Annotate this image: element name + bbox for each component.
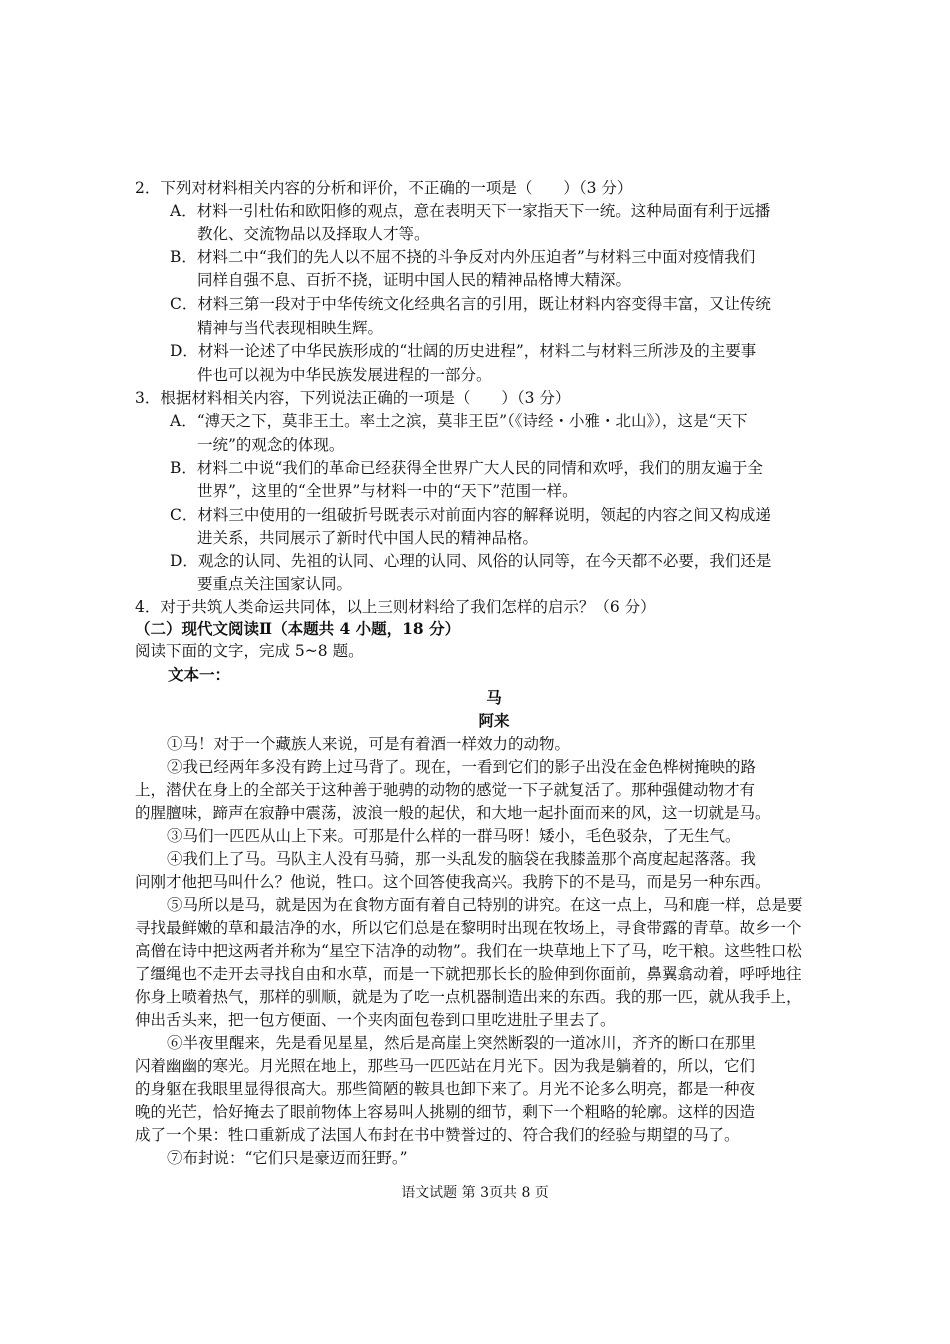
q3-option-a-cont: 一统”的观念的体现。 [197,436,345,454]
paragraph-4-line-1: ④我们上了马。马队主人没有马骑，那一头乱发的脑袋在我膝盖那个高度起起落落。我 [167,850,757,868]
q3-option-c: C．材料三中使用的一组破折号既表示对前面内容的解释说明，领起的内容之间又构成递 [170,506,771,524]
q2-option-a: A．材料一引杜佑和欧阳修的观点，意在表明天下一家指天下一统。这种局面有利于远播 [170,202,771,220]
paragraph-5-line-5: 你身上喷着热气，那样的驯顺，就是为了吃一点机器制造出来的东西。我的那一匹，就从我手上， [135,988,802,1006]
paragraph-5-line-6: 伸出舌头来，把一包方便面、一个夹肉面包卷到口里吃进肚子里去了。 [135,1011,616,1029]
page-footer: 语文试题 第 3页共 8 页 [401,1185,549,1201]
paragraph-1-line-1: ①马！对于一个藏族人来说，可是有着酒一样效力的动物。 [167,735,571,753]
paragraph-5-line-3: 高僧在诗中把这两者并称为“星空下洁净的动物”。我们在一块草地上下了马，吃干粮。这些牲口松 [135,942,802,960]
paragraph-6-line-1: ⑥半夜里醒来，先是看见星星，然后是高崖上突然断裂的一道冰川，齐齐的断口在那里 [167,1034,757,1052]
q2-option-b-cont: 同样自强不息、百折不挠，证明中国人民的精神品格博大精深。 [197,271,632,289]
q2-option-b: B．材料二中“我们的先人以不屈不挠的斗争反对内外压迫者”与材料三中面对疫情我们 [170,248,756,266]
q3-stem: 3．根据材料相关内容，下列说法正确的一项是（ ）（3 分） [135,389,571,407]
q3-option-d: D．观念的认同、先祖的认同、心理的认同、风俗的认同等，在今天都不必要，我们还是 [170,552,772,570]
paragraph-2-line-1: ②我已经两年多没有跨上过马背了。现在，一看到它们的影子出没在金色桦树掩映的路 [167,758,757,776]
q3-option-b-cont: 世界”，这里的“全世界”与材料一中的“天下”范围一样。 [197,482,578,500]
paragraph-5-line-1: ⑤马所以是马，就是因为在食物方面有着自己特别的讲究。在这一点上，马和鹿一样，总是要 [167,896,803,914]
q2-option-d: D．材料一论述了中华民族形成的“壮阔的历史进程”，材料二与材料三所涉及的主要事 [170,342,757,360]
paragraph-5-line-2: 寻找最鲜嫩的草和最洁净的水，所以它们总是在黎明时出现在牧场上，寻食带露的青草。故乡一个 [135,919,802,937]
paragraph-2-line-3: 的腥膻味，蹄声在寂静中震荡，波浪一般的起伏，和大地一起扑面而来的风，这一切就是马。 [135,804,771,822]
q2-stem: 2．下列对材料相关内容的分析和评价，不正确的一项是（ ）（3 分） [135,179,633,197]
q2-option-c: C．材料三第一段对于中华传统文化经典名言的引用，既让材料内容变得丰富，又让传统 [170,295,771,313]
q3-option-a: A．“溥天之下，莫非王土。率土之滨，莫非王臣”（《诗经・小雅・北山》），这是“天下 [170,412,748,430]
text-label: 文本一： [168,665,231,684]
paragraph-5-line-4: 了缰绳也不走开去寻找自由和水草，而是一下就把那长长的脸伸到你面前，鼻翼翕动着，呼呼地往 [135,965,802,983]
article-title: 马 [486,688,502,707]
paragraph-6-line-4: 晚的光芒，恰好掩去了眼前物体上容易叫人挑剔的细节，剩下一个粗略的轮廓。这样的因造 [135,1103,756,1121]
paragraph-4-line-2: 问刚才他把马叫什么？他说，牲口。这个回答使我高兴。我胯下的不是马，而是另一种东西。 [135,873,771,891]
q3-option-b: B．材料二中说“我们的革命已经获得全世界广大人民的同情和欢呼，我们的朋友遍于全 [170,459,763,477]
q2-option-a-cont: 教化、交流物品以及择取人才等。 [197,225,430,243]
q2-option-c-cont: 精神与当代表现相映生辉。 [197,319,384,337]
q2-option-d-cont: 件也可以视为中华民族发展进程的一部分。 [197,366,492,384]
section-heading: （二）现代文阅读Ⅱ（本题共 4 小题，18 分） [135,619,461,638]
paragraph-2-line-2: 上，潜伏在身上的全部关于这种善于驰骋的动物的感觉一下子就复活了。那种强健动物才有 [135,781,756,799]
q3-option-c-cont: 进关系，共同展示了新时代中国人民的精神品格。 [197,529,539,547]
reading-instruction: 阅读下面的文字，完成 5~8 题。 [135,642,364,660]
q4-stem: 4．对于共筑人类命运共同体，以上三则材料给了我们怎样的启示？（6 分） [135,598,656,616]
q3-option-d-cont: 要重点关注国家认同。 [197,575,353,593]
paragraph-6-line-2: 闪着幽幽的寒光。月光照在地上，那些马一匹匹站在月光下。因为我是躺着的，所以，它们 [135,1057,756,1075]
paragraph-3-line-1: ③马们一匹匹从山上下来。可那是什么样的一群马呀！矮小，毛色驳杂，了无生气。 [167,827,741,845]
paragraph-6-line-3: 的身躯在我眼里显得很高大。那些简陋的鞍具也卸下来了。月光不论多么明亮，都是一种夜 [135,1080,756,1098]
article-author: 阿来 [478,711,510,730]
paragraph-7-line-1: ⑦布封说：“它们只是豪迈而狂野。” [167,1149,408,1167]
paragraph-6-line-5: 成了一个果：牲口重新成了法国人布封在书中赞誉过的、符合我们的经验与期望的马了。 [135,1126,740,1144]
